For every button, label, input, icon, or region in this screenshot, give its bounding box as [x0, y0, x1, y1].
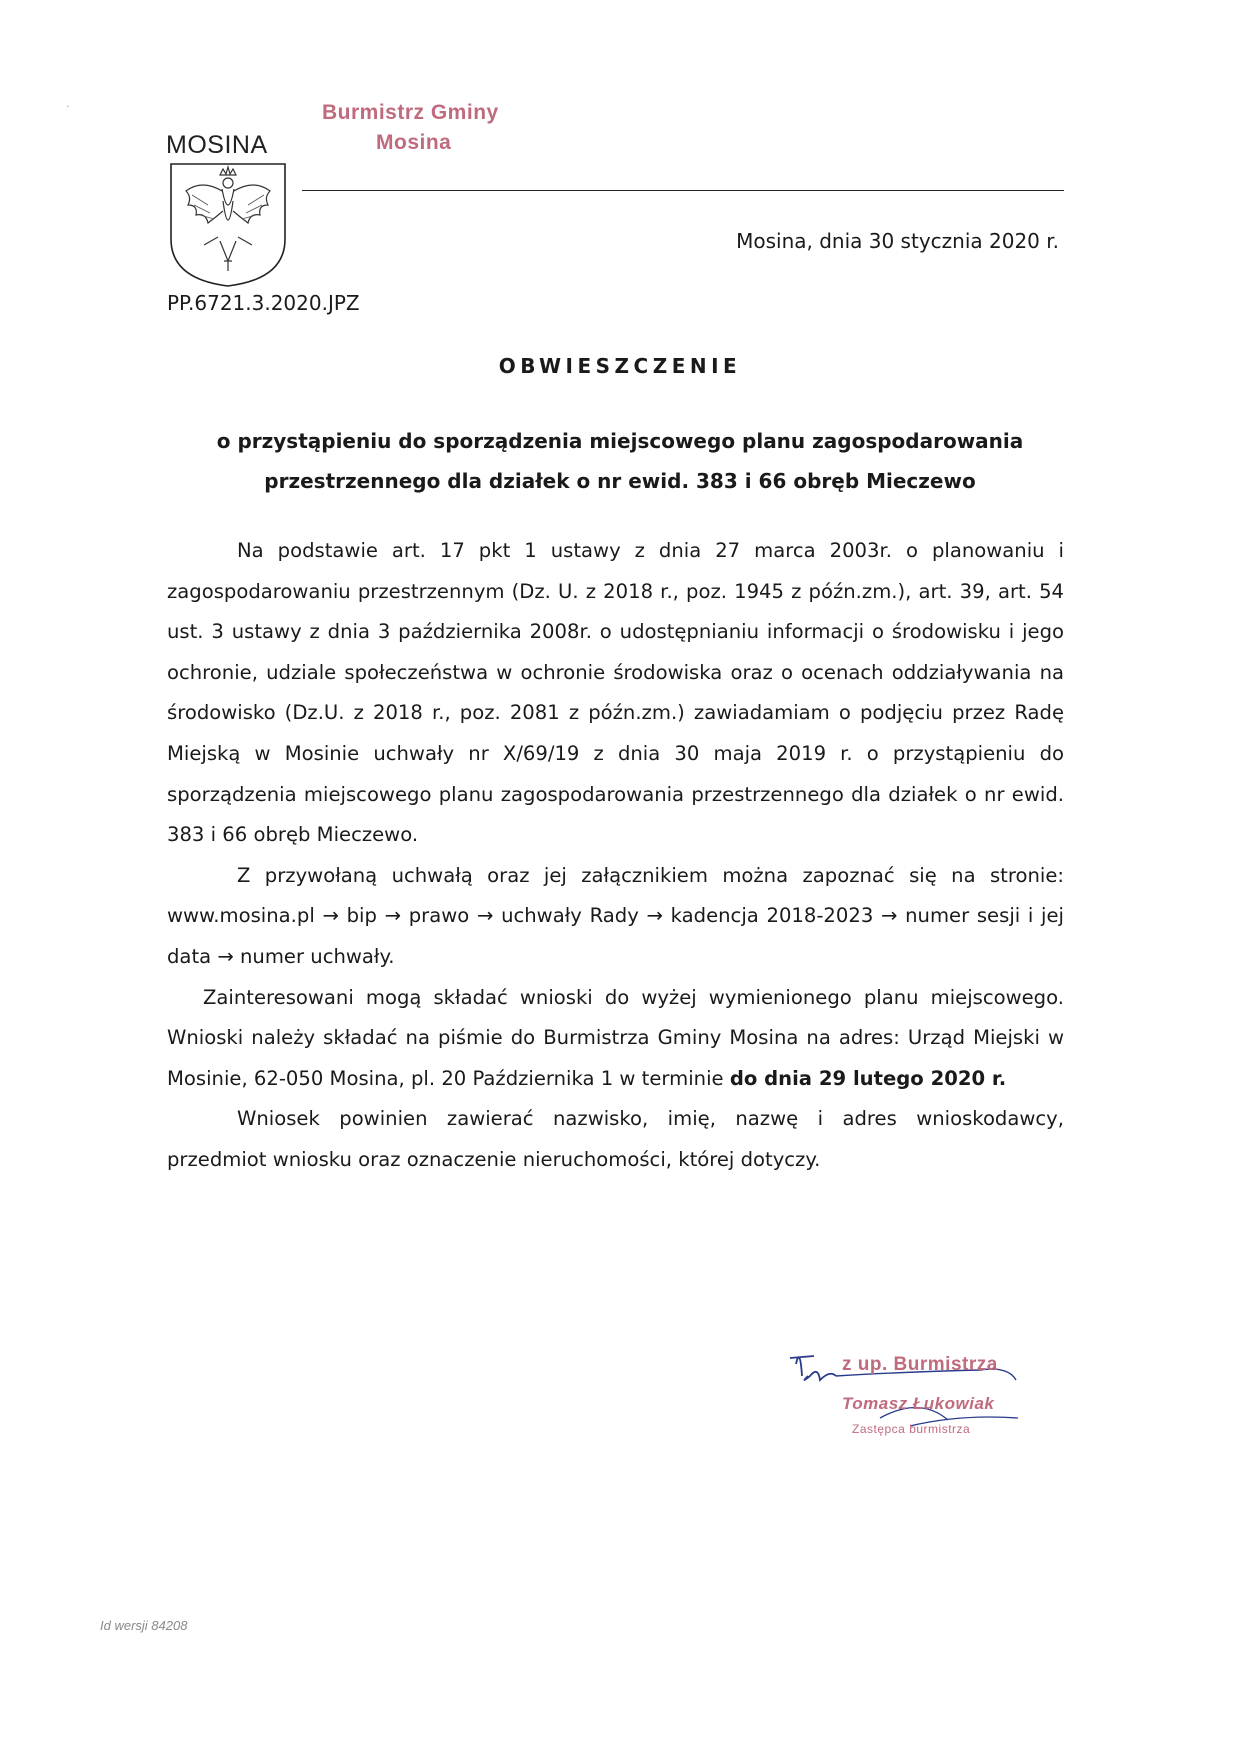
signature-stamp-line2: Tomasz Łukowiak [842, 1394, 995, 1413]
document-title: OBWIESZCZENIE [498, 354, 742, 378]
applications-text: Zainteresowani mogą składać wnioski do wyżej wymienionego planu miejscowego. Wnioski należy składać na piśmie do Burmistrza Gminy Mosina na adres: Urząd Miejski w Mosinie, 62-050 Mosina, pl. 20 Października 1 w terminie [167, 985, 1064, 1090]
subject-line-1: o przystąpieniu do sporządzenia miejscowego planu zagospodarowania [216, 429, 1024, 453]
header-stamp-line1: Burmistrz Gminy [322, 101, 499, 124]
version-id: Id wersji 84208 [100, 1618, 188, 1633]
municipality-name: MOSINA [166, 131, 268, 159]
paragraph-applications [167, 978, 1064, 1100]
signature-stamp-line1: z up. Burmistrza [842, 1354, 998, 1375]
subject-line-2: przestrzennego dla działek o nr ewid. 383 i 66 obręb Mieczewo [264, 469, 976, 493]
scan-mark: · [66, 100, 70, 113]
paragraph-legal-basis: Na podstawie art. 17 pkt 1 ustawy z dnia 27 marca 2003r. o planowaniu i zagospodarowaniu przestrzennym (Dz. U. z 2018 r., poz. 1945 z późn.zm.), art. 39, art. 54 ust. 3 ustawy z dnia 3 października 2008r. o udostępnianiu informacji o środowisku i jego ochronie, udziale społeczeństwa w ochronie środowiska oraz o ocenach oddziaływania na środowisko (Dz.U. z 2018 r., poz. 2081 z późn.zm.) zawiadamiam o podjęciu przez Radę Miejską w Mosinie uchwały nr X/69/19 z dnia 30 maja 2019 r. o przystąpieniu do sporządzenia miejscowego planu zagospodarowania przestrzennego dla działek o nr ewid. 383 i 66 obręb Mieczewo. [167, 539, 1064, 847]
paragraph-resolution-access: Z przywołaną uchwałą oraz jej załącznikiem można zapoznać się na stronie: www.mosina.pl → bip → prawo → uchwały Rady → kadencja 2018-2023 → numer sesji i jej data → numer uchwały. [167, 863, 1064, 968]
header-rule [302, 190, 1064, 191]
place-and-date: Mosina, dnia 30 stycznia 2020 r. [736, 229, 1059, 253]
signature-stamp-line3: Zastępca burmistrza [852, 1422, 971, 1436]
coat-of-arms-emblem [168, 161, 288, 289]
paragraph-application-content: Wniosek powinien zawierać nazwisko, imię, nazwę i adres wnioskodawcy, przedmiot wniosku oraz oznaczenie nieruchomości, której dotyczy. [167, 1107, 1064, 1171]
applications-deadline: do dnia 29 lutego 2020 r. [729, 1066, 1007, 1090]
signature-block [780, 1336, 1060, 1456]
reference-number: PP.6721.3.2020.JPZ [167, 291, 360, 315]
header-stamp-line2: Mosina [376, 131, 452, 154]
document-subject [180, 421, 1060, 501]
document-body [167, 531, 1064, 1181]
